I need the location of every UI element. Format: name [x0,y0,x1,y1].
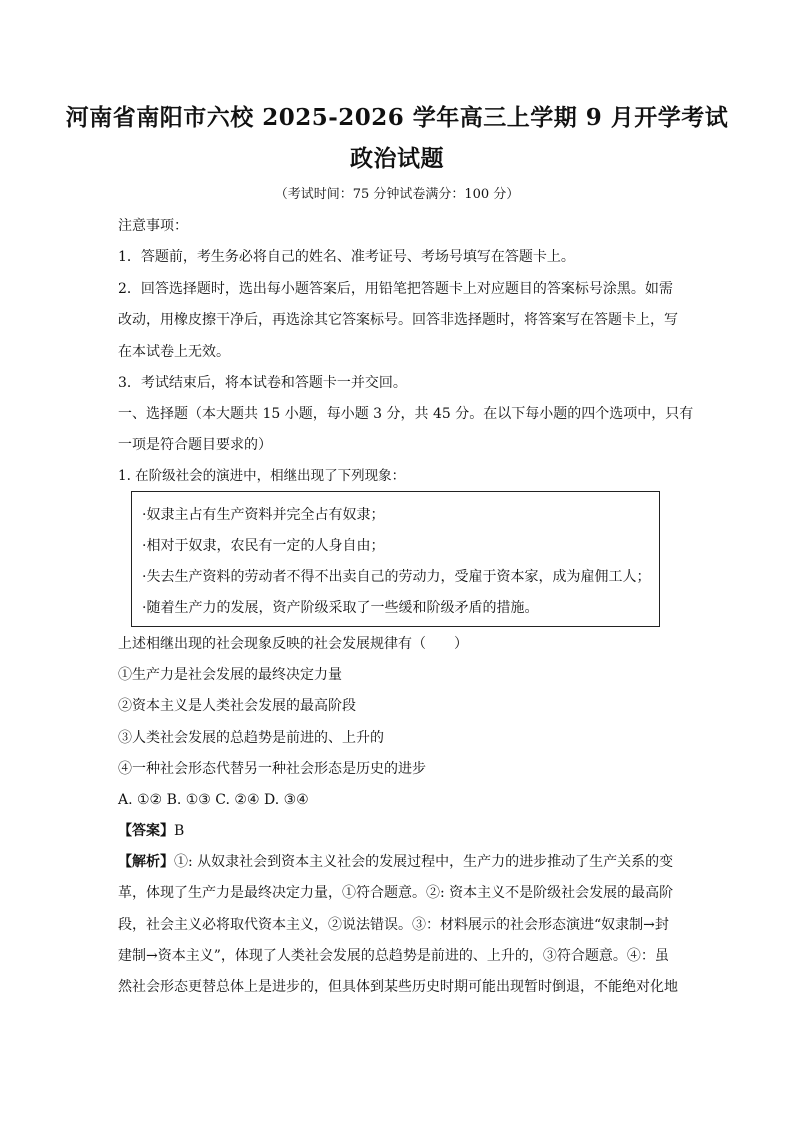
analysis-line-3: 段，社会主义必将取代资本主义，②说法错误。③：材料展示的社会形态演进“奴隶制→封 [118,917,669,933]
analysis-line-5: 然社会形态更替总体上是进步的，但具体到某些历史时期可能出现暂时倒退，不能绝对化地 [118,979,678,995]
material-item: ·相对于奴隶，农民有一定的人身自由； [142,538,385,554]
analysis-label: 【解析】 [118,854,174,870]
notice-item-3: 3．考试结束后，将本试卷和答题卡一并交回。 [118,375,407,391]
option-2: ②资本主义是人类社会发展的最高阶段 [118,698,356,714]
analysis-text: ①: 从奴隶社会到资本主义社会的发展过程中，生产力的进步推动了生产关系的变 [174,854,674,870]
page-title: 河南省南阳市六校 2025-2026 学年高三上学期 9 月开学考试 [65,104,729,131]
answer-choices: A. ①② B. ①③ C. ②④ D. ③④ [118,792,309,808]
material-item: ·随着生产力的发展，资产阶级采取了一些缓和阶级矛盾的措施。 [142,600,539,616]
material-box [131,491,660,627]
exam-info: （考试时间：75 分钟试卷满分：100 分） [274,187,520,202]
option-1: ①生产力是社会发展的最终决定力量 [118,667,342,683]
option-4: ④一种社会形态代替另一种社会形态是历史的进步 [118,761,426,777]
option-3: ③人类社会发展的总趋势是前进的、上升的 [118,730,384,746]
answer-line [118,821,678,841]
answer-value: B [174,823,185,839]
notice-item-2-line-3: 在本试卷上无效。 [118,344,230,360]
analysis-line-2: 革，体现了生产力是最终决定力量，①符合题意。②: 资本主义不是阶级社会发展的最高阶 [118,885,674,901]
page-subject-title: 政治试题 [350,145,444,172]
notice-item-1: 1．答题前，考生务必将自己的姓名、准考证号、考场号填写在答题卡上。 [118,249,575,265]
question-1-prompt: 上述相继出现的社会现象反映的社会发展规律有（ ） [118,636,468,652]
material-item: ·奴隶主占有生产资料并完全占有奴隶； [142,507,385,523]
question-1-stem: 1. 在阶级社会的演进中，相继出现了下列现象： [118,468,406,484]
material-item: ·失去生产资料的劳动者不得不出卖自己的劳动力，受雇于资本家，成为雇佣工人； [142,569,651,585]
notice-item-2-line-1: 2．回答选择题时，选出每小题答案后，用铅笔把答题卡上对应题目的答案标号涂黑。如需 [118,281,673,297]
analysis-line-4: 建制→资本主义”，体现了人类社会发展的总趋势是前进的、上升的，③符合题意。④：虽 [118,948,669,964]
notice-heading: 注意事项： [118,218,188,234]
answer-label: 【答案】 [118,823,174,839]
section-heading-line-1: 一、选择题（本大题共 15 小题，每小题 3 分，共 45 分。在以下每小题的四个选项中，只有 [118,406,694,422]
notice-item-2-line-2: 改动，用橡皮擦干净后，再选涂其它答案标号。回答非选择题时，将答案写在答题卡上，写 [118,312,678,328]
section-heading-line-2: 一项是符合题目要求的） [118,437,272,453]
analysis-line-1 [118,852,678,872]
